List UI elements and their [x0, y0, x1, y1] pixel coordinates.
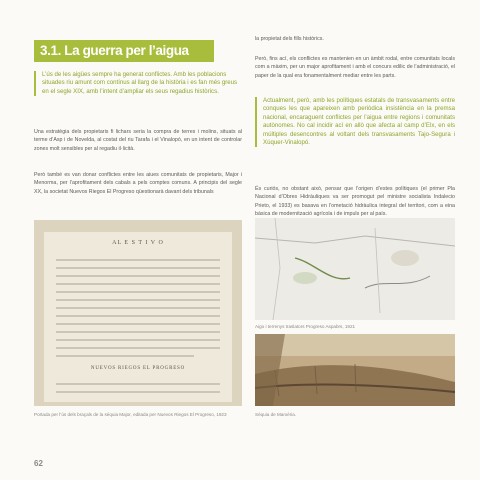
dam-caption: Sèquia de Marxèria.	[255, 412, 297, 417]
dam-photo	[255, 334, 455, 406]
dam-image	[255, 334, 455, 406]
left-paragraph-2: Però també es van donar conflictes entre les aiues comunitats de propietaris, Major i Menorma, per l’aprofitament dels cabals a pels comptes comuns. A principis del segle XX, la societat Nuevos Riegos El Progreso qüestionarà davant dels tribunals	[34, 172, 242, 195]
map-caption: Aigo i terrenys traslators Progreso Aspabrs, 1921	[255, 324, 356, 329]
map-image	[255, 218, 455, 320]
map-photo	[255, 218, 455, 320]
pull-quote: Actualment, però, amb les polítiques estatals de transvasaments entre conques les que apareixen amb periòdica insistència en la premsa nacional, encaraguent conflictes per l’aigua entre regions i comunitats autònomes. No cal incidir ací en allò que afecta al camp d’Elx, en els múltiples desencontres al voltant dels transvasaments Tajo-Segura i Xúquer-Vinalopó.	[255, 97, 455, 147]
document-photo	[34, 220, 242, 406]
left-paragraph-1: Una estratègia dels propietaris fi lichars seria la compra de terres i molins, situats al terme d’Asp i de Novelda, al costat del riu Tarafa i el Vinalopó, en un intent de controlar zones molt sensibles per al regadiu il·licità.	[34, 129, 242, 152]
document-image	[34, 220, 242, 406]
page-number: 62	[34, 459, 43, 468]
section-title: 3.1. La guerra per l’aigua	[34, 40, 214, 62]
right-paragraph-2: Però, fins ací, els conflictes es mantenien en un àmbit rodal, entre comunitats locals com a màxim, per un major aprofitament i amb el concurs edilic de l’administració, el paper de la qual era fonamentalment mediar entre les parts.	[255, 56, 455, 79]
document-footer: NUEVOS RIEGOS EL PROGRESO	[90, 366, 186, 371]
lead-paragraph: L’ús de les aigües sempre ha generat conflictes. Amb les poblacions situades riu amunt com contínus al llarg de la història i es fan més greus en el segle XIX, amb l’intent d’ampliar els seus regadius històrics.	[34, 71, 242, 96]
right-paragraph-1: la propietat dels fills històrics.	[255, 36, 324, 42]
document-caption: Portada per l’ús dels braçals de la séquia Major, editada per Nuevos Riegos El Progreso, 1923	[34, 412, 227, 417]
document-heading: AL E S T I V O	[112, 240, 164, 246]
right-paragraph-3: És curiós, no obstant això, pensar que l’origen d’estes polítiques (el primer Pla Nacional d’Obres Hidràuliques va ser promogut pel ministre socialista Indalecio Prieto, el 1933) es basava en l’ometació hidràulica integral del territori, com a eina bàsica de modernització agrícola i de impuls per al país.	[255, 186, 455, 218]
